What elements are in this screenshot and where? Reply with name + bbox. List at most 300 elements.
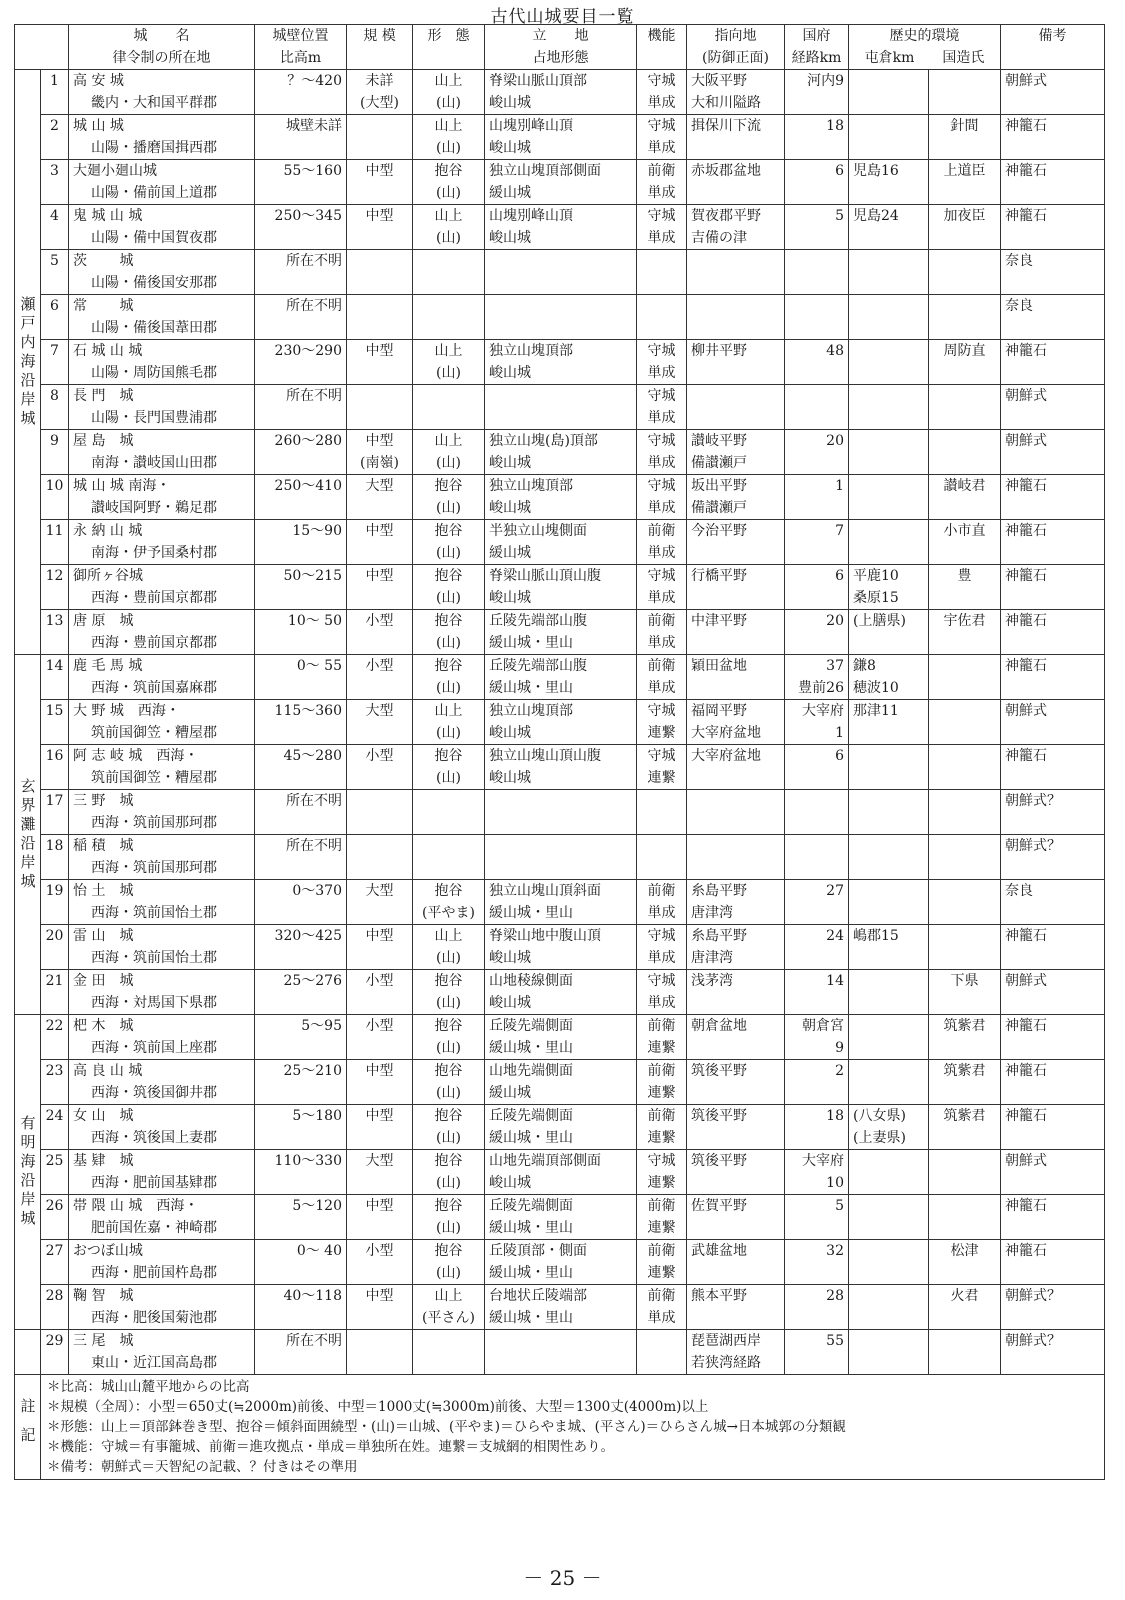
castle-name: 杷 木 城 <box>73 1018 134 1034</box>
cell-line-1: 半独立山塊側面 <box>489 523 587 539</box>
remarks-cell: 朝鮮式？ <box>1001 835 1105 880</box>
cell-line-2: 単成 <box>647 140 676 156</box>
cell-line-1 <box>489 790 632 812</box>
region-label: 玄界灘沿岸城 <box>15 655 41 1015</box>
table-row <box>15 745 1105 790</box>
clan-cell: 松津 <box>929 1240 1001 1285</box>
kokufu-cell <box>785 970 849 1015</box>
table-row <box>15 70 1105 115</box>
wall-height: 10～ 50 <box>255 610 347 655</box>
clan-cell: 下県 <box>929 970 1001 1015</box>
castle-name: 大 野 城 西海・ <box>73 703 180 719</box>
cell-line-1 <box>789 295 844 317</box>
cell-line-1: 抱谷 <box>434 1063 463 1079</box>
clan-cell: 筑紫君 <box>929 1015 1001 1060</box>
cell-line-2 <box>489 857 632 879</box>
cell-line-1: 守城 <box>647 433 676 449</box>
function-cell <box>637 115 687 160</box>
scale-cell <box>347 1285 413 1330</box>
castle-name: 唐 原 城 <box>73 613 134 629</box>
miyake-cell <box>849 70 929 115</box>
wall-height: 110～330 <box>255 1150 347 1195</box>
cell-line-2: (山) <box>436 680 461 696</box>
row-number: 12 <box>41 565 69 610</box>
cell-line-2: (山) <box>436 950 461 966</box>
castle-name: 高 安 城 <box>73 73 124 89</box>
castle-location: 山陽・播磨国揖西郡 <box>91 140 217 156</box>
miyake-cell <box>849 1240 929 1285</box>
castle-location: 筑前国御笠・糟屋郡 <box>91 770 217 786</box>
clan-cell: 讃岐君 <box>929 475 1001 520</box>
scale-cell <box>347 475 413 520</box>
cell-line-1: 朝倉盆地 <box>691 1018 747 1034</box>
direction-cell <box>687 250 785 295</box>
wall-height: 320～425 <box>255 925 347 970</box>
header-clan: 国造氏 <box>942 50 985 66</box>
kokufu-cell <box>785 565 849 610</box>
site-cell <box>485 1285 637 1330</box>
cell-line-2 <box>789 1307 844 1329</box>
row-number: 19 <box>41 880 69 925</box>
clan-cell <box>929 790 1001 835</box>
cell-line-2: (南嶺) <box>360 455 399 471</box>
cell-line-2: 単成 <box>647 680 676 696</box>
cell-line-2 <box>351 317 408 339</box>
cell-line-1: 前衛 <box>647 163 676 179</box>
castle-name-cell <box>69 1060 255 1105</box>
region-blank <box>15 1330 41 1375</box>
cell-line-1: 山上 <box>434 343 463 359</box>
cell-line-2: (山) <box>436 140 461 156</box>
cell-line-2: 単成 <box>647 995 676 1011</box>
cell-line-2: (山) <box>436 1130 461 1146</box>
site-cell <box>485 475 637 520</box>
cell-line-2 <box>351 587 408 609</box>
cell-line-2: 単成 <box>647 410 676 426</box>
cell-line-2: (山) <box>436 365 461 381</box>
cell-line-1: 前衛 <box>647 1063 676 1079</box>
site-cell <box>485 610 637 655</box>
clan-cell: 上道臣 <box>929 160 1001 205</box>
function-cell <box>637 1195 687 1240</box>
cell-line-1 <box>417 1330 480 1352</box>
table-row <box>15 970 1105 1015</box>
cell-line-2 <box>351 497 408 519</box>
cell-line-2: 峻山城 <box>489 455 531 471</box>
cell-line-1: 赤坂郡盆地 <box>691 163 761 179</box>
castle-name: 城 山 城 <box>73 118 124 134</box>
cell-line-1: 山塊別峰山頂 <box>489 118 573 134</box>
cell-line-2 <box>351 1082 408 1104</box>
cell-line-1: 嶋郡15 <box>853 928 899 944</box>
castle-name-cell <box>69 655 255 700</box>
scale-cell <box>347 1240 413 1285</box>
wall-height: 260～280 <box>255 430 347 475</box>
castle-location: 讃岐国阿野・鵜足郡 <box>91 500 217 516</box>
cell-line-1: 抱谷 <box>434 748 463 764</box>
scale-cell <box>347 115 413 160</box>
table-row <box>15 1330 1105 1375</box>
scale-cell <box>347 1105 413 1150</box>
cell-line-2 <box>351 722 408 744</box>
cell-line-2: 峻山城 <box>489 725 531 741</box>
form-cell <box>413 880 485 925</box>
cell-line-2 <box>417 317 480 339</box>
cell-line-1 <box>691 295 780 317</box>
scale-cell <box>347 295 413 340</box>
castle-name: 帯 隈 山 城 西海・ <box>73 1198 199 1214</box>
direction-cell <box>687 790 785 835</box>
cell-line-2 <box>853 1217 924 1239</box>
row-number: 15 <box>41 700 69 745</box>
cell-line-2 <box>351 992 408 1014</box>
scale-cell <box>347 430 413 475</box>
form-cell <box>413 205 485 250</box>
cell-line-2 <box>853 362 924 384</box>
cell-line-2 <box>853 1172 924 1194</box>
cell-line-2 <box>853 497 924 519</box>
castle-name-cell <box>69 1015 255 1060</box>
cell-line-1: 脊梁山地中腹山頂 <box>489 928 601 944</box>
site-cell <box>485 700 637 745</box>
clan-cell <box>929 295 1001 340</box>
cell-line-2: 緩山城・里山 <box>489 1265 573 1281</box>
site-cell <box>485 880 637 925</box>
cell-line-2 <box>853 722 924 744</box>
row-number: 16 <box>41 745 69 790</box>
cell-line-1: (上膳県) <box>853 613 906 629</box>
note-line: ＊機能：守城＝有事籠城、前衛＝進攻拠点・単成＝単独所在姓。連繋＝支城網的相関性あり。 <box>47 1439 614 1455</box>
cell-line-2: 緩山城 <box>489 185 531 201</box>
miyake-cell <box>849 340 929 385</box>
miyake-cell <box>849 790 929 835</box>
remarks-cell: 神籠石 <box>1001 745 1105 790</box>
castle-location: 西海・筑前国那珂郡 <box>91 860 217 876</box>
cell-line-1: 丘陵先端部山腹 <box>489 613 587 629</box>
kokufu-cell <box>785 250 849 295</box>
remarks-cell: 神籠石 <box>1001 475 1105 520</box>
note-line: ＊備考：朝鮮式＝天智紀の記載、？付きはその準用 <box>47 1459 358 1475</box>
cell-line-1: 守城 <box>647 478 676 494</box>
cell-line-2: (山) <box>436 1265 461 1281</box>
cell-line-1 <box>789 250 844 272</box>
cell-line-2: (山) <box>436 590 461 606</box>
cell-line-1: 守城 <box>647 568 676 584</box>
cell-line-2 <box>691 767 780 789</box>
castle-location: 西海・豊前国京都郡 <box>91 635 217 651</box>
header-form: 形 態 <box>413 25 485 70</box>
clan-cell: 周防直 <box>929 340 1001 385</box>
direction-cell <box>687 1285 785 1330</box>
cell-line-1 <box>853 745 924 767</box>
form-cell <box>413 475 485 520</box>
castle-location: 西海・筑前国怡土郡 <box>91 905 217 921</box>
function-cell <box>637 295 687 340</box>
form-cell <box>413 565 485 610</box>
cell-line-1: 丘陵先端側面 <box>489 1108 573 1124</box>
cell-line-2 <box>789 137 844 159</box>
cell-line-1: 大型 <box>365 478 394 494</box>
cell-line-2 <box>691 812 780 834</box>
cell-line-1: 福岡平野 <box>691 703 747 719</box>
cell-line-2: 単成 <box>647 590 676 606</box>
site-cell <box>485 520 637 565</box>
row-number: 17 <box>41 790 69 835</box>
cell-line-2 <box>351 902 408 924</box>
row-number: 25 <box>41 1150 69 1195</box>
cell-line-1: 独立山塊頂部 <box>489 478 573 494</box>
direction-cell <box>687 1060 785 1105</box>
castle-name-cell <box>69 925 255 970</box>
clan-cell <box>929 1195 1001 1240</box>
function-cell <box>637 790 687 835</box>
clan-cell <box>929 700 1001 745</box>
cell-line-2 <box>789 1127 844 1149</box>
wall-height: 115～360 <box>255 700 347 745</box>
scale-cell <box>347 925 413 970</box>
castle-location: 西海・豊前国京都郡 <box>91 590 217 606</box>
cell-line-1: 大型 <box>365 883 394 899</box>
cell-line-1: 抱谷 <box>434 658 463 674</box>
scale-cell <box>347 1195 413 1240</box>
miyake-cell <box>849 160 929 205</box>
cell-line-1 <box>351 790 408 812</box>
cell-line-1: 小型 <box>365 613 394 629</box>
remarks-cell: 朝鮮式 <box>1001 970 1105 1015</box>
scale-cell <box>347 565 413 610</box>
cell-line-2: 峻山城 <box>489 230 531 246</box>
cell-line-2: (山) <box>436 770 461 786</box>
cell-line-1 <box>853 70 924 92</box>
cell-line-1: 讃岐平野 <box>691 433 747 449</box>
site-cell <box>485 70 637 115</box>
remarks-cell: 神籠石 <box>1001 205 1105 250</box>
cell-line-1: 抱谷 <box>434 523 463 539</box>
row-number: 11 <box>41 520 69 565</box>
cell-line-2: 峻山城 <box>489 770 531 786</box>
table-row <box>15 475 1105 520</box>
scale-cell <box>347 340 413 385</box>
cell-line-1: 20 <box>826 613 844 629</box>
clan-cell <box>929 250 1001 295</box>
cell-line-1 <box>853 1240 924 1262</box>
castle-location: 南海・讃岐国山田郡 <box>91 455 217 471</box>
clan-cell <box>929 745 1001 790</box>
cell-line-1 <box>789 835 844 857</box>
castle-name-cell <box>69 205 255 250</box>
remarks-cell: 神籠石 <box>1001 565 1105 610</box>
kokufu-cell <box>785 205 849 250</box>
remarks-cell: 神籠石 <box>1001 610 1105 655</box>
direction-cell <box>687 520 785 565</box>
cell-line-1 <box>853 880 924 902</box>
scale-cell <box>347 1060 413 1105</box>
cell-line-1 <box>691 250 780 272</box>
cell-line-1: 中型 <box>365 523 394 539</box>
direction-cell <box>687 925 785 970</box>
miyake-cell <box>849 745 929 790</box>
cell-line-2 <box>853 317 924 339</box>
direction-cell <box>687 340 785 385</box>
miyake-cell <box>849 700 929 745</box>
cell-line-2 <box>417 272 480 294</box>
cell-line-2: 10 <box>826 1175 844 1191</box>
cell-line-2 <box>853 1352 924 1374</box>
function-cell <box>637 655 687 700</box>
cell-line-1: 未詳 <box>365 73 394 89</box>
cell-line-1: 24 <box>826 928 844 944</box>
row-number: 23 <box>41 1060 69 1105</box>
cell-line-2: (山) <box>436 230 461 246</box>
cell-line-1: 武雄盆地 <box>691 1243 747 1259</box>
table-row <box>15 385 1105 430</box>
remarks-cell: 朝鮮式 <box>1001 385 1105 430</box>
cell-line-2: 大和川隘路 <box>691 95 761 111</box>
cell-line-2 <box>691 272 780 294</box>
cell-line-2 <box>789 947 844 969</box>
scale-cell <box>347 160 413 205</box>
table-row <box>15 1240 1105 1285</box>
cell-line-1 <box>641 835 682 857</box>
castle-location: 肥前国佐嘉・神崎郡 <box>91 1220 217 1236</box>
cell-line-2 <box>641 272 682 294</box>
direction-cell <box>687 835 785 880</box>
cell-line-1: 小型 <box>365 748 394 764</box>
table-header <box>15 25 1105 70</box>
cell-line-1: 前衛 <box>647 523 676 539</box>
cell-line-2: (山) <box>436 725 461 741</box>
cell-line-2: 単成 <box>647 365 676 381</box>
site-cell <box>485 115 637 160</box>
header-scale: 規 模 <box>347 25 413 70</box>
clan-cell: 筑紫君 <box>929 1105 1001 1150</box>
castle-location: 山陽・備後国安那郡 <box>91 275 217 291</box>
cell-line-1: 今治平野 <box>691 523 747 539</box>
row-number: 22 <box>41 1015 69 1060</box>
cell-line-1: 那津11 <box>853 703 899 719</box>
cell-line-2 <box>351 407 408 429</box>
page-title: 古代山城要目一覧 <box>490 7 635 27</box>
function-cell <box>637 1330 687 1375</box>
cell-line-1: 平鹿10 <box>853 568 899 584</box>
remarks-cell: 神籠石 <box>1001 1015 1105 1060</box>
cell-line-2 <box>691 137 780 159</box>
clan-cell: 小市直 <box>929 520 1001 565</box>
cell-line-2: 穂波10 <box>853 680 899 696</box>
row-number: 7 <box>41 340 69 385</box>
castle-name-cell <box>69 745 255 790</box>
row-number: 2 <box>41 115 69 160</box>
site-cell <box>485 1150 637 1195</box>
row-number: 27 <box>41 1240 69 1285</box>
direction-cell <box>687 475 785 520</box>
function-cell <box>637 250 687 295</box>
cell-line-2: (平さん) <box>422 1310 475 1326</box>
direction-cell <box>687 1240 785 1285</box>
cell-line-1: 筑後平野 <box>691 1108 747 1124</box>
notes-cell <box>41 1375 1105 1480</box>
table-row <box>15 250 1105 295</box>
cell-line-1: 抱谷 <box>434 163 463 179</box>
clan-cell: 火君 <box>929 1285 1001 1330</box>
cell-line-2 <box>351 1127 408 1149</box>
wall-height: 所在不明 <box>255 1330 347 1375</box>
function-cell <box>637 880 687 925</box>
remarks-cell: 奈良 <box>1001 880 1105 925</box>
cell-line-1 <box>691 790 780 812</box>
cell-line-1: 大宰府盆地 <box>691 748 761 764</box>
row-number: 4 <box>41 205 69 250</box>
cell-line-1: 独立山塊(島)頂部 <box>489 433 598 449</box>
kokufu-cell <box>785 1330 849 1375</box>
cell-line-1: 守城 <box>647 343 676 359</box>
cell-line-1 <box>351 250 408 272</box>
cell-line-1: 27 <box>826 883 844 899</box>
cell-line-2 <box>789 857 844 879</box>
header-kokufu: 国府 経路km <box>785 25 849 70</box>
kokufu-cell <box>785 475 849 520</box>
cell-line-2 <box>351 542 408 564</box>
cell-line-2 <box>691 407 780 429</box>
header-remarks: 備考 <box>1001 25 1105 70</box>
castle-location: 東山・近江国高島郡 <box>91 1355 217 1371</box>
cell-line-1: 佐賀平野 <box>691 1198 747 1214</box>
clan-cell: 宇佐君 <box>929 610 1001 655</box>
site-cell <box>485 835 637 880</box>
cell-line-1: 1 <box>835 478 844 494</box>
miyake-cell <box>849 565 929 610</box>
scale-cell <box>347 745 413 790</box>
kokufu-cell <box>785 700 849 745</box>
cell-line-2 <box>489 317 632 339</box>
cell-line-2 <box>691 677 780 699</box>
miyake-cell <box>849 835 929 880</box>
castle-name-cell <box>69 385 255 430</box>
castle-location: 山陽・長門国豊浦郡 <box>91 410 217 426</box>
miyake-cell <box>849 1015 929 1060</box>
remarks-cell: 朝鮮式 <box>1001 70 1105 115</box>
cell-line-1: 筑後平野 <box>691 1153 747 1169</box>
miyake-cell <box>849 1285 929 1330</box>
wall-height: 0～ 40 <box>255 1240 347 1285</box>
miyake-cell <box>849 520 929 565</box>
row-number: 21 <box>41 970 69 1015</box>
cell-line-2 <box>789 272 844 294</box>
remarks-cell: 朝鮮式？ <box>1001 790 1105 835</box>
kokufu-cell <box>785 745 849 790</box>
direction-cell <box>687 385 785 430</box>
wall-height: 0～ 55 <box>255 655 347 700</box>
cell-line-1: 中型 <box>365 208 394 224</box>
cell-line-2 <box>351 1217 408 1239</box>
cell-line-1: 独立山塊山頂斜面 <box>489 883 601 899</box>
cell-line-1: 28 <box>826 1288 844 1304</box>
cell-line-1 <box>489 250 632 272</box>
castle-location: 西海・肥前国基肄郡 <box>91 1175 217 1191</box>
wall-height: 城壁未詳 <box>255 115 347 160</box>
wall-height: 所在不明 <box>255 385 347 430</box>
remarks-cell: 神籠石 <box>1001 655 1105 700</box>
form-cell <box>413 430 485 475</box>
cell-line-1: 前衛 <box>647 1198 676 1214</box>
clan-cell: 加夜臣 <box>929 205 1001 250</box>
function-cell <box>637 610 687 655</box>
miyake-cell <box>849 1105 929 1150</box>
cell-line-1 <box>853 250 924 272</box>
form-cell <box>413 70 485 115</box>
direction-cell <box>687 610 785 655</box>
kokufu-cell <box>785 160 849 205</box>
